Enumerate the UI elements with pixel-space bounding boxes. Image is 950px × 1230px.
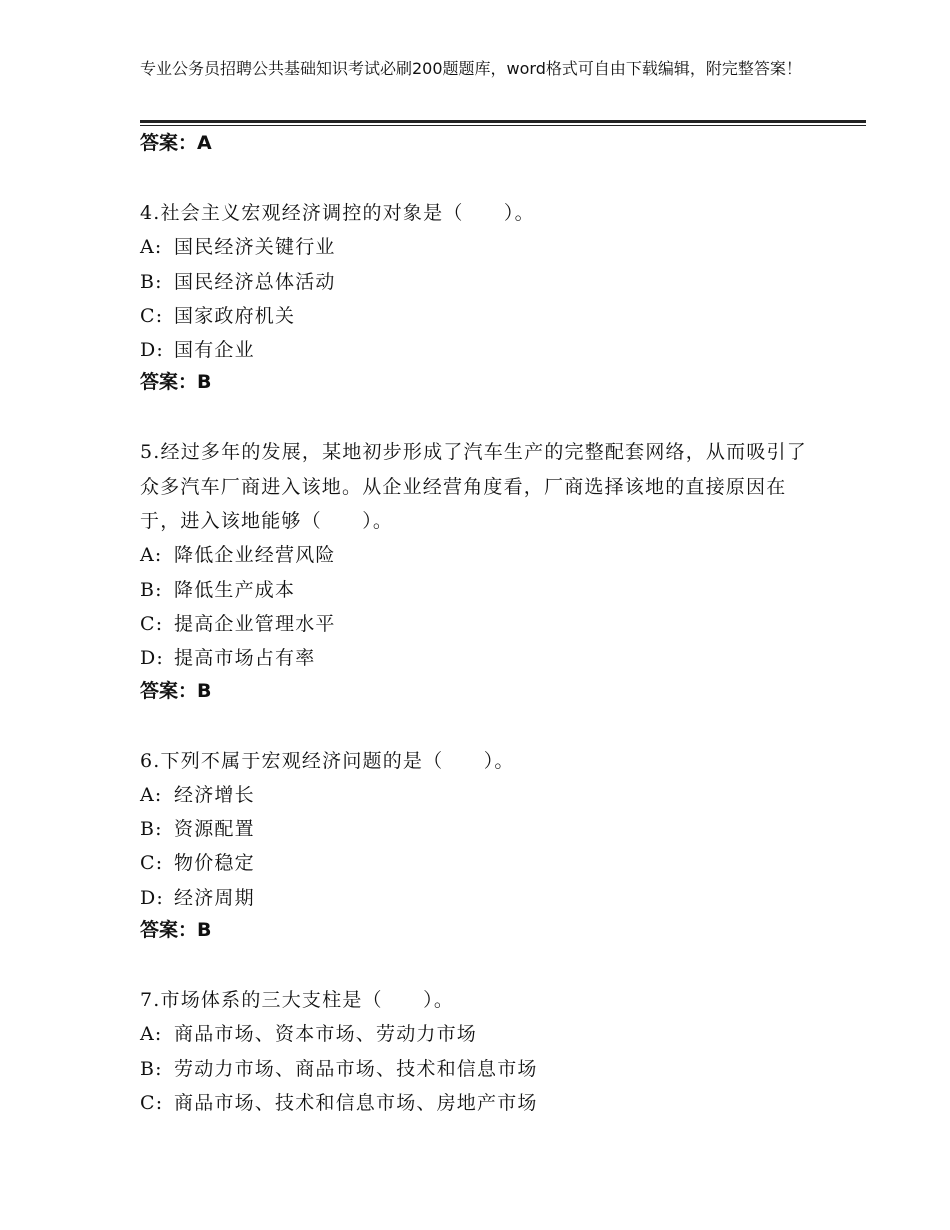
option-d — [140, 333, 820, 367]
option-label: C: — [140, 612, 164, 635]
option-text: 商品市场、技术和信息市场、房地产市场 — [174, 1091, 538, 1114]
question-text: 6.下列不属于宏观经济问题的是（ ）。 — [140, 749, 515, 772]
question-5 — [140, 435, 820, 705]
option-b — [140, 573, 820, 607]
header-text: 专业公务员招聘公共基础知识考试必刷200题题库，word格式可自由下载编辑，附完整答案！ — [140, 59, 802, 78]
option-text: 经济周期 — [174, 886, 255, 909]
option-b — [140, 812, 820, 846]
answer-previous: 答案：A — [140, 132, 212, 154]
option-c — [140, 846, 820, 880]
option-label: C: — [140, 304, 164, 327]
option-label: B: — [140, 1057, 163, 1080]
option-text: 经济增长 — [174, 783, 255, 806]
option-label: A: — [140, 1023, 163, 1046]
question-4 — [140, 196, 820, 397]
answer: 答案：B — [140, 679, 212, 702]
option-text: 国民经济关键行业 — [174, 236, 336, 259]
answer: 答案：B — [140, 919, 212, 942]
option-label: B: — [140, 818, 163, 841]
option-a — [140, 1017, 820, 1051]
option-text: 国有企业 — [174, 339, 255, 362]
option-c — [140, 299, 820, 333]
option-label: C: — [140, 852, 164, 875]
option-c — [140, 1086, 820, 1120]
header-rule-thick — [140, 120, 866, 123]
page-header — [140, 58, 840, 80]
option-a — [140, 538, 820, 572]
option-label: D: — [140, 647, 165, 670]
question-7 — [140, 983, 820, 1120]
question-list — [140, 128, 820, 1120]
option-a — [140, 230, 820, 264]
question-text: 7.市场体系的三大支柱是（ ）。 — [140, 989, 455, 1012]
option-d — [140, 881, 820, 915]
option-c — [140, 607, 820, 641]
option-label: D: — [140, 886, 165, 909]
option-text: 商品市场、资本市场、劳动力市场 — [174, 1023, 478, 1046]
question-text: 4.社会主义宏观经济调控的对象是（ ）。 — [140, 202, 535, 224]
answer: 答案：B — [140, 371, 212, 394]
option-text: 资源配置 — [174, 818, 255, 841]
option-text: 物价稳定 — [174, 852, 255, 875]
option-b — [140, 1052, 820, 1086]
option-text: 提高企业管理水平 — [174, 612, 336, 635]
option-label: B: — [140, 578, 163, 601]
header-rule-thin — [140, 125, 866, 126]
option-text: 降低企业经营风险 — [174, 544, 336, 567]
option-label: B: — [140, 270, 163, 293]
option-a — [140, 778, 820, 812]
option-label: A: — [140, 236, 163, 259]
option-label: D: — [140, 339, 165, 362]
option-d — [140, 641, 820, 675]
option-text: 提高市场占有率 — [174, 647, 316, 670]
question-6 — [140, 744, 820, 945]
option-text: 降低生产成本 — [174, 578, 296, 601]
option-text: 国家政府机关 — [174, 304, 296, 327]
option-b — [140, 265, 820, 299]
option-label: A: — [140, 783, 163, 806]
option-label: C: — [140, 1091, 164, 1114]
option-text: 国民经济总体活动 — [174, 270, 336, 293]
option-label: A: — [140, 544, 163, 567]
question-text: 5.经过多年的发展，某地初步形成了汽车生产的完整配套网络，从而吸引了众多汽车厂商进入该地。从企业经营角度看，厂商选择该地的直接原因在于，进入该地能够（ ）。 — [140, 441, 807, 533]
option-text: 劳动力市场、商品市场、技术和信息市场 — [174, 1057, 538, 1080]
